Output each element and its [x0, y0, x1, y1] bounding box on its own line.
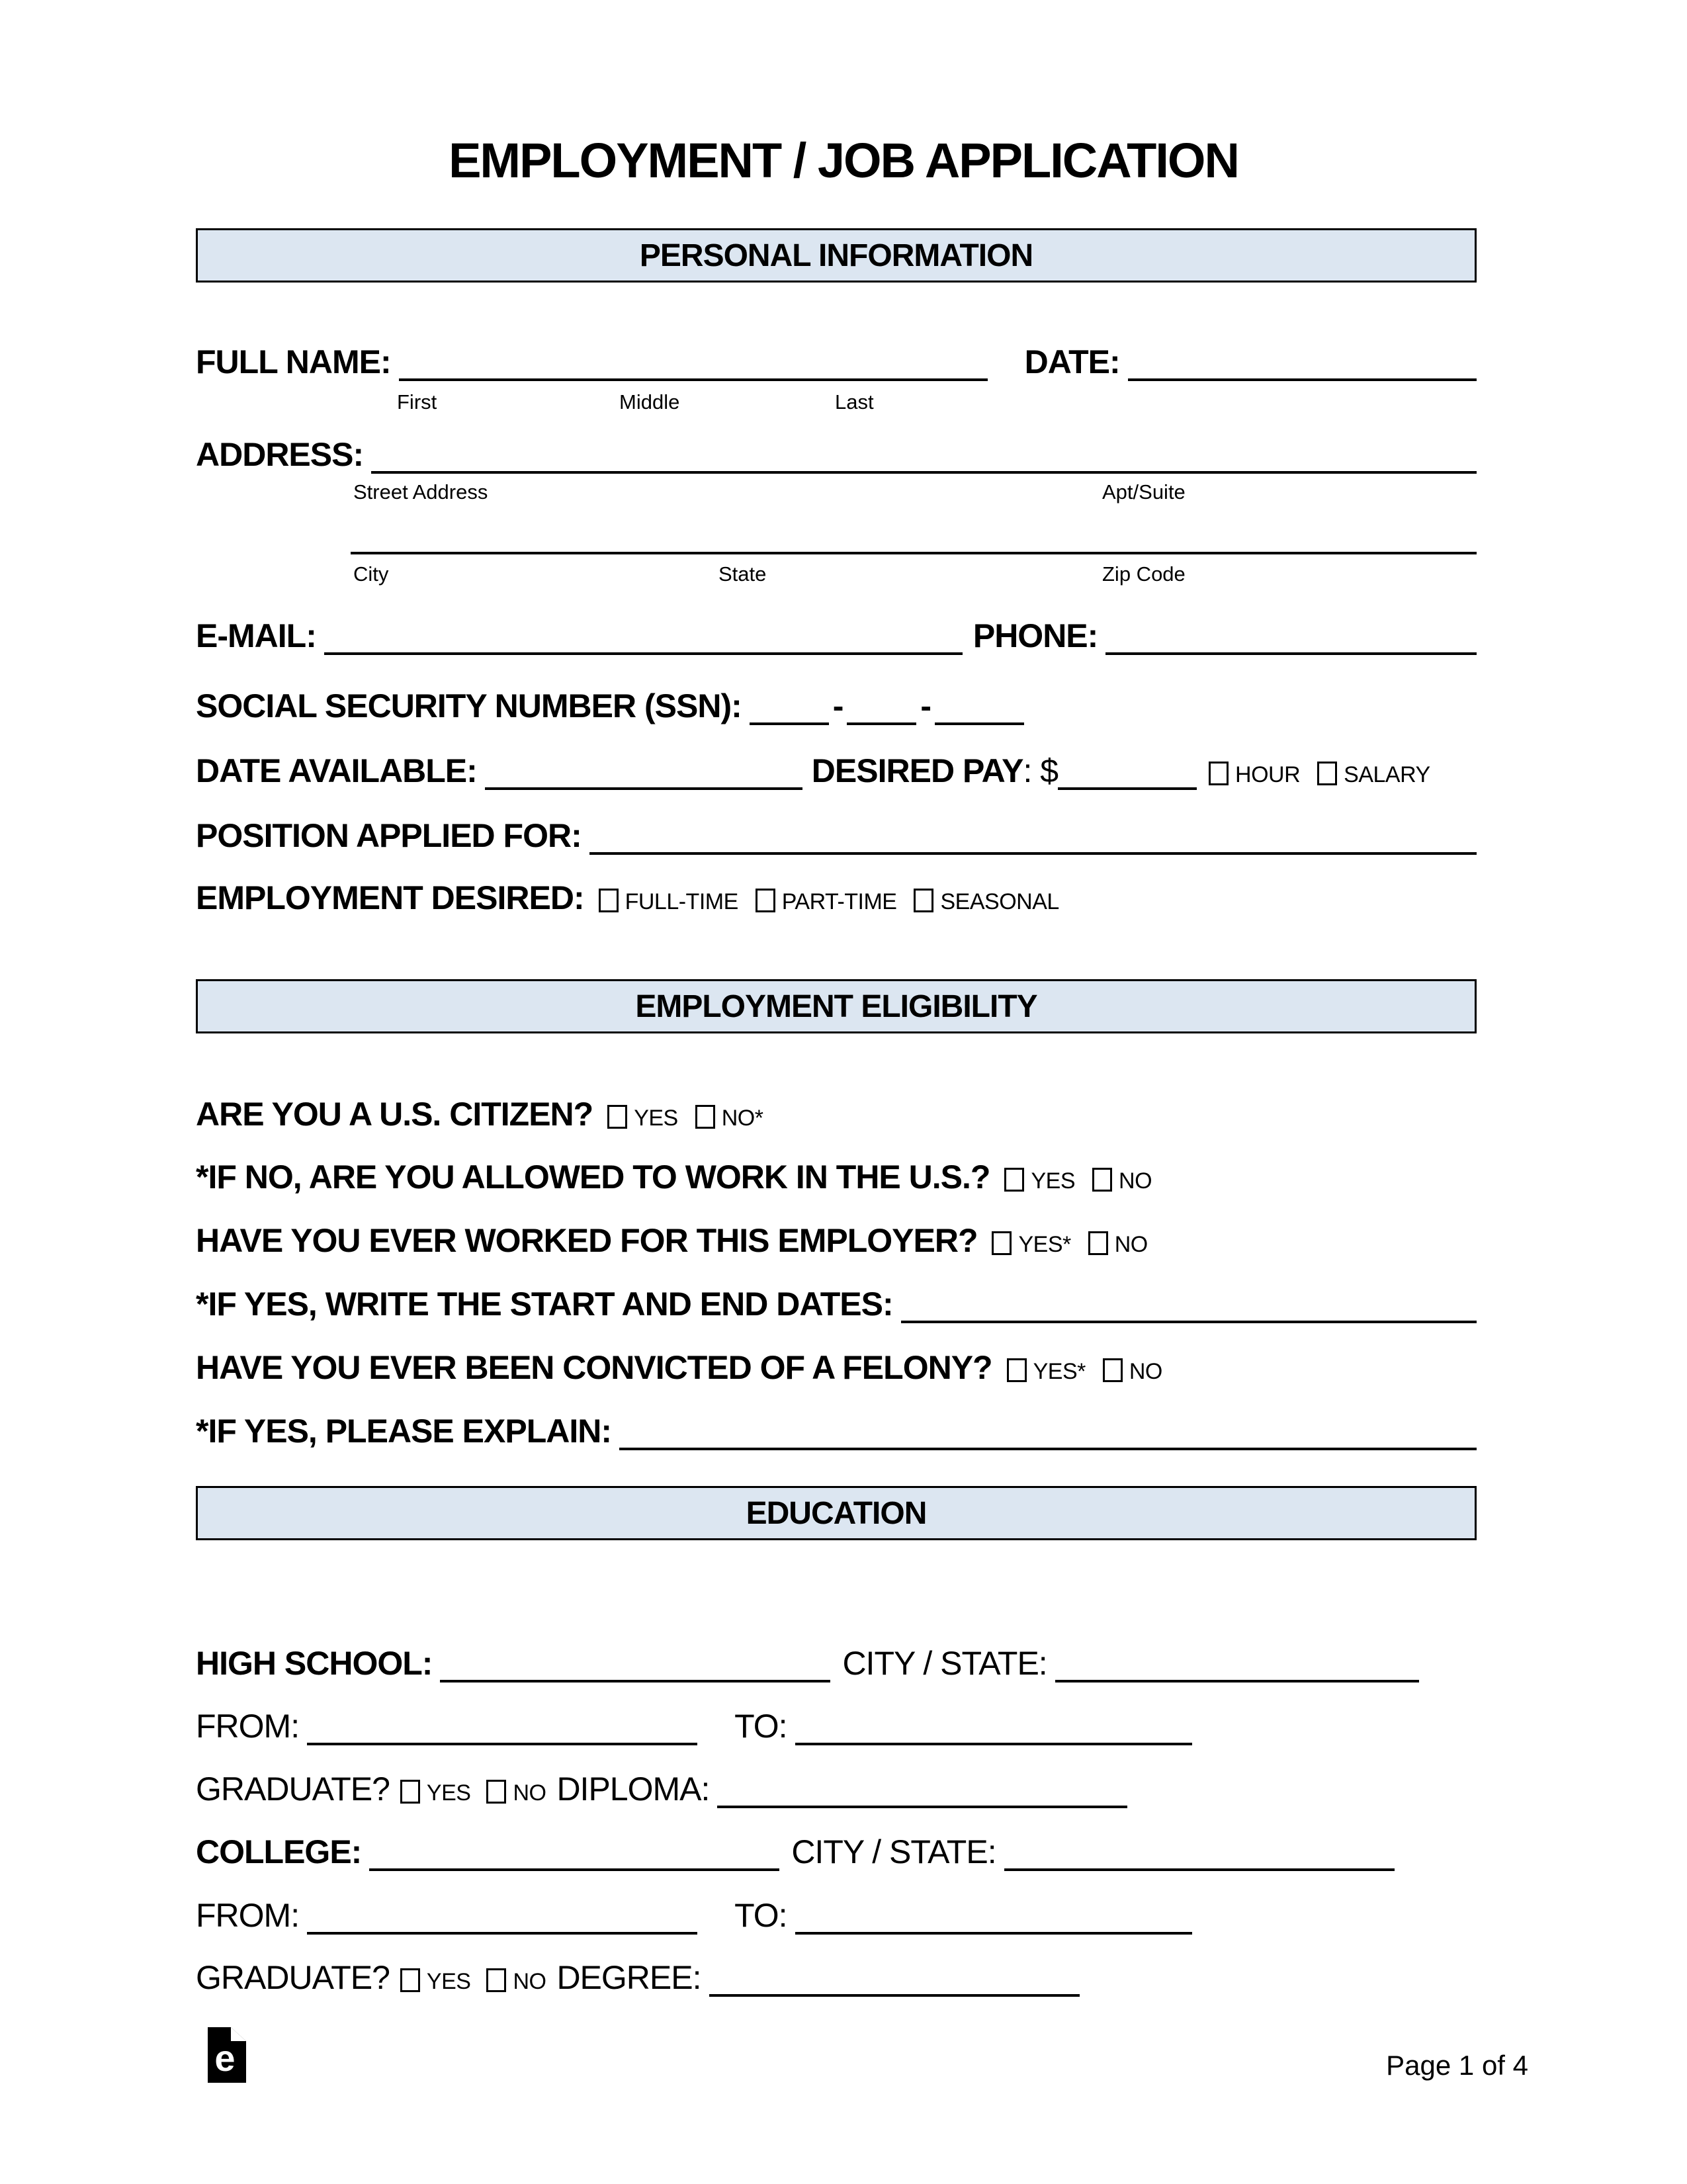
allowed-no-checkbox[interactable]: [1092, 1168, 1112, 1192]
hs-to-line[interactable]: [795, 1723, 1192, 1745]
street-sublabels-row: [196, 480, 1477, 507]
hs-from-label: FROM:: [196, 1708, 300, 1745]
hs-city-state-label: CITY / STATE:: [842, 1645, 1047, 1682]
zip-code-sublabel: Zip Code: [1102, 562, 1186, 586]
email-label: E-MAIL:: [196, 617, 316, 654]
allowed-yes-checkbox[interactable]: [1004, 1168, 1024, 1192]
last-sublabel: Last: [835, 390, 874, 414]
city-sublabels-row: [196, 562, 1477, 589]
hs-city-state-line[interactable]: [1055, 1660, 1419, 1682]
hour-checkbox[interactable]: [1209, 762, 1229, 785]
felony-yes-checkbox[interactable]: [1007, 1358, 1027, 1382]
citizen-question-label: ARE YOU A U.S. CITIZEN?: [196, 1096, 593, 1133]
education-section-title: EDUCATION: [746, 1495, 927, 1531]
full-name-row: [196, 343, 1477, 381]
salary-option-label: SALARY: [1344, 762, 1430, 787]
employment-eligibility-section-title: EMPLOYMENT ELIGIBILITY: [635, 988, 1037, 1024]
full-name-line[interactable]: [399, 359, 988, 381]
phone-label: PHONE:: [973, 617, 1098, 654]
allowed-to-work-question-row: [196, 1158, 1477, 1196]
felony-explain-label: *IF YES, PLEASE EXPLAIN:: [196, 1413, 612, 1450]
education-section-header: [196, 1486, 1477, 1540]
employment-desired-row: [196, 879, 1477, 917]
college-from-label: FROM:: [196, 1897, 300, 1934]
desired-pay-currency: : $: [1023, 752, 1059, 789]
hs-graduate-yes-label: YES: [426, 1780, 471, 1806]
start-end-dates-line[interactable]: [901, 1301, 1477, 1323]
seasonal-checkbox[interactable]: [914, 889, 933, 912]
name-sublabels-row: [196, 390, 1477, 417]
college-label: COLLEGE:: [196, 1833, 362, 1870]
salary-checkbox[interactable]: [1317, 762, 1337, 785]
worked-before-question-label: HAVE YOU EVER WORKED FOR THIS EMPLOYER?: [196, 1222, 978, 1259]
date-line[interactable]: [1128, 359, 1477, 381]
date-available-label: DATE AVAILABLE:: [196, 752, 477, 789]
worked-yes-checkbox[interactable]: [992, 1231, 1012, 1255]
ssn-line-3[interactable]: [935, 703, 1024, 725]
college-graduate-no-checkbox[interactable]: [486, 1968, 506, 1992]
citizen-no-label: NO*: [721, 1106, 763, 1131]
worked-before-question-row: [196, 1221, 1477, 1260]
felony-question-label: HAVE YOU EVER BEEN CONVICTED OF A FELONY?: [196, 1349, 992, 1386]
eforms-logo-letter: e: [214, 2037, 236, 2079]
worked-no-checkbox[interactable]: [1088, 1231, 1108, 1255]
hs-from-line[interactable]: [307, 1723, 697, 1745]
college-graduate-yes-checkbox[interactable]: [400, 1968, 420, 1992]
hs-from-to-row: [196, 1707, 1477, 1745]
college-line[interactable]: [369, 1849, 779, 1871]
ssn-row: [196, 687, 1477, 725]
college-graduate-label: GRADUATE?: [196, 1959, 390, 1996]
address-street-line[interactable]: [371, 451, 1477, 474]
state-sublabel: State: [718, 562, 767, 586]
felony-explain-row: [196, 1412, 1477, 1450]
ssn-dash-2: -: [920, 687, 931, 724]
address-line2-row: [196, 525, 1477, 554]
felony-question-row: [196, 1348, 1477, 1387]
city-sublabel: City: [353, 562, 389, 586]
hs-graduate-label: GRADUATE?: [196, 1770, 390, 1808]
employment-desired-label: EMPLOYMENT DESIRED:: [196, 879, 584, 916]
email-phone-row: [196, 617, 1477, 655]
desired-pay-line[interactable]: [1058, 767, 1197, 790]
felony-no-checkbox[interactable]: [1103, 1358, 1123, 1382]
employment-eligibility-section-header: [196, 979, 1477, 1033]
date-label: DATE:: [1024, 343, 1120, 380]
desired-pay-label: DESIRED PAY: [811, 752, 1023, 789]
position-row: [196, 816, 1477, 855]
citizen-question-row: [196, 1095, 1477, 1133]
hs-to-label: TO:: [734, 1708, 787, 1745]
hs-graduate-no-label: NO: [513, 1780, 546, 1806]
apt-suite-sublabel: Apt/Suite: [1102, 480, 1186, 503]
high-school-row: [196, 1644, 1477, 1682]
part-time-checkbox[interactable]: [756, 889, 775, 912]
college-graduate-yes-label: YES: [426, 1969, 471, 1994]
allowed-to-work-question-label: *IF NO, ARE YOU ALLOWED TO WORK IN THE U.S.?: [196, 1158, 990, 1196]
college-to-line[interactable]: [795, 1912, 1192, 1935]
full-time-checkbox[interactable]: [599, 889, 619, 912]
hour-option-label: HOUR: [1235, 762, 1301, 787]
degree-label: DEGREE:: [556, 1959, 701, 1996]
full-time-option-label: FULL-TIME: [625, 889, 738, 914]
address-label: ADDRESS:: [196, 436, 364, 473]
ssn-line-2[interactable]: [847, 703, 916, 725]
position-applied-for-label: POSITION APPLIED FOR:: [196, 817, 582, 854]
high-school-label: HIGH SCHOOL:: [196, 1645, 433, 1682]
eforms-logo-icon: [208, 2027, 246, 2083]
personal-information-section-header: [196, 228, 1477, 283]
start-end-dates-row: [196, 1285, 1477, 1323]
college-to-label: TO:: [734, 1897, 787, 1934]
hs-graduate-row: [196, 1770, 1477, 1808]
citizen-yes-checkbox[interactable]: [607, 1105, 627, 1129]
form-title: EMPLOYMENT / JOB APPLICATION: [449, 133, 1238, 188]
college-graduate-row: [196, 1958, 1477, 1997]
full-name-label: FULL NAME:: [196, 343, 391, 380]
first-sublabel: First: [397, 390, 437, 414]
phone-line[interactable]: [1105, 633, 1477, 655]
position-line[interactable]: [589, 832, 1477, 855]
date-available-line[interactable]: [485, 767, 802, 790]
ssn-dash-1: -: [832, 687, 844, 724]
college-from-to-row: [196, 1896, 1477, 1935]
citizen-yes-label: YES: [634, 1106, 678, 1131]
address-city-line[interactable]: [351, 525, 1477, 554]
date-available-pay-row: [196, 752, 1477, 790]
college-city-state-label: CITY / STATE:: [791, 1833, 996, 1870]
worked-no-label: NO: [1114, 1232, 1148, 1257]
personal-information-section-title: PERSONAL INFORMATION: [639, 238, 1033, 273]
start-end-dates-label: *IF YES, WRITE THE START AND END DATES:: [196, 1286, 893, 1323]
ssn-label: SOCIAL SECURITY NUMBER (SSN):: [196, 687, 742, 724]
allowed-no-label: NO: [1119, 1168, 1152, 1194]
allowed-yes-label: YES: [1031, 1168, 1076, 1194]
ssn-line-1[interactable]: [750, 703, 829, 725]
hs-graduate-yes-checkbox[interactable]: [400, 1780, 420, 1804]
address-row: [196, 435, 1477, 474]
felony-yes-label: YES*: [1033, 1359, 1086, 1384]
college-from-line[interactable]: [307, 1912, 697, 1935]
seasonal-option-label: SEASONAL: [940, 889, 1059, 914]
eforms-logo: [208, 2027, 246, 2083]
college-graduate-no-label: NO: [513, 1969, 546, 1994]
middle-sublabel: Middle: [619, 390, 680, 414]
page-number-label: Page 1 of 4: [1386, 2050, 1528, 2081]
felony-no-label: NO: [1129, 1359, 1162, 1384]
high-school-line[interactable]: [440, 1660, 830, 1682]
college-city-state-line[interactable]: [1004, 1849, 1395, 1871]
citizen-no-checkbox[interactable]: [695, 1105, 715, 1129]
email-line[interactable]: [324, 633, 963, 655]
part-time-option-label: PART-TIME: [781, 889, 897, 914]
diploma-label: DIPLOMA:: [556, 1770, 710, 1808]
degree-line[interactable]: [709, 1974, 1080, 1997]
diploma-line[interactable]: [717, 1786, 1127, 1808]
felony-explain-line[interactable]: [619, 1428, 1477, 1450]
street-address-sublabel: Street Address: [353, 480, 488, 503]
college-row: [196, 1833, 1477, 1871]
hs-graduate-no-checkbox[interactable]: [486, 1780, 506, 1804]
worked-yes-label: YES*: [1018, 1232, 1071, 1257]
